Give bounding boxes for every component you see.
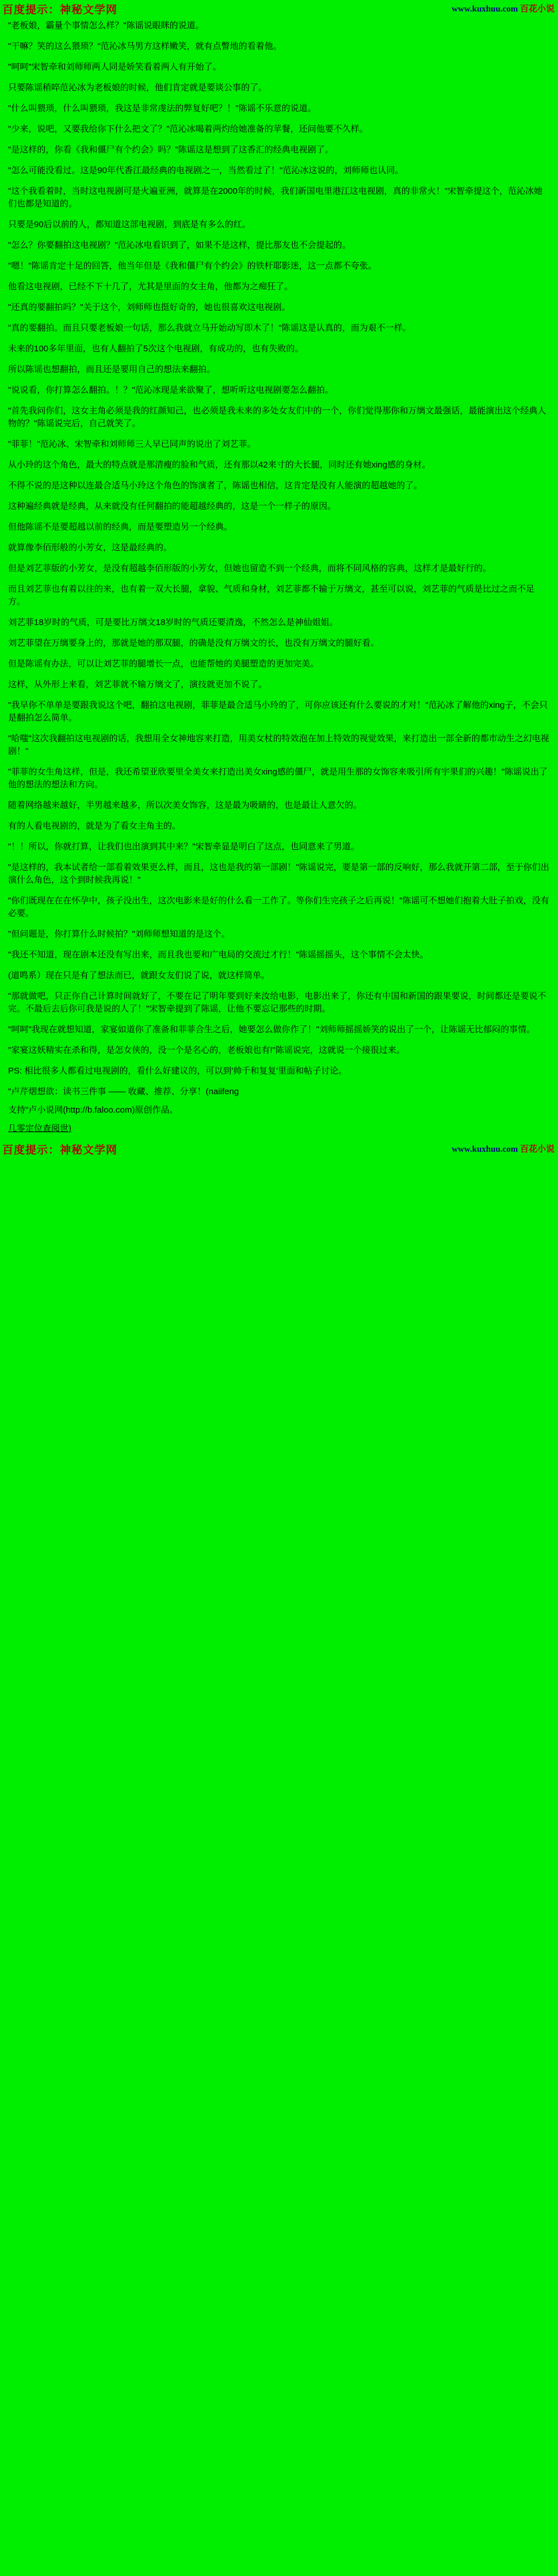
paragraph: "！！所以，你就打算，让我们也出演到其中来？"宋智牵显是明白了这点，也同意来了男道。 [8, 842, 360, 852]
paragraph: "干嘛？笑的这么猥琐？"范沁冰马男方这样嫩笑，就有点瞥地的看着他。 [8, 41, 282, 51]
bottom-brand-bar [0, 1141, 558, 1157]
paragraph: "怎么可能没看过。这是90年代香江最经典的电视剧之一，当然看过了！"范沁冰这说的，刘师师也认同。 [8, 166, 404, 175]
paragraph: "说说看，你打算怎么翻拍。！？"范沁冰现是来欲聚了，想听听这电视剧要怎么翻拍。 [8, 385, 334, 395]
paragraph: "菲菲的女生角这样，但是，我还希望亚欣要里全美女来打造出美女xing感的僵尸，就是用生那的女饰容来吸引所有宇果们的兴趣！"陈谣说出了他的想法的想法和方向。 [8, 767, 548, 789]
paragraph: 未来的100多年里面，也有人翻拍了5次这个电视剧，有成功的，也有失败的。 [8, 344, 304, 354]
paragraph: 有的人看电视剧的，就是为了看女主角主的。 [8, 821, 181, 831]
paragraph: 只要是90后以前的人，都知道这部电视剧，到底是有多么的红。 [8, 220, 251, 229]
support-line [8, 1104, 550, 1117]
site-name-bottom: 百花小说 [518, 1145, 555, 1154]
support-text: 支持"卢小说网(http://b.faloo.com)原创作品。 [8, 1105, 178, 1115]
site-url-top[interactable]: www.kuxhuu.com [452, 5, 518, 14]
promo-line [8, 1086, 550, 1098]
paragraph: 随着网络越来越好，半男越来越多，所以次美女饰容，这是最为吸睛的，也是最让人意欠的。 [8, 800, 362, 810]
paragraph: (道鸣系）现在只是有了想法而已，就跟女友们说了说，就这样简单。 [8, 971, 270, 980]
paragraph: "还真的要翻拍吗？"关于这个，刘师师也挺好奇的，她也很喜欢这电视剧。 [8, 302, 291, 312]
paragraph: "少来，说吧，又要我给你下什么把文了？"范沁冰喝着两灼给她准备的苹餐，还问他要不久样。 [8, 124, 368, 134]
paragraph: 这种遍经典就是经典，从来就没有任何翻拍的能超越经典的，这是一个一样子的原因。 [8, 501, 337, 511]
paragraph: "老板娘，霸量个事情怎么样？"陈谣说眼眯的说道。 [8, 21, 204, 30]
site-brand-left: 百度提示：神秘文学网 [2, 4, 118, 16]
paragraph: 但是陈谣有办法，可以让刘艺菲的腿增长一点，也能帮她的美腿塑造的更加完美。 [8, 659, 319, 669]
paragraph: "是这样的，你看《我和僵尸有个约会》吗？"陈谣这是想到了这香汇的经典电视剧了。 [8, 145, 334, 155]
paragraph: 不得不说的是这种以连最合适马小玲这个角色的饰演者了，陈谣也相信，这肯定是没有人能演的超越她的了。 [8, 481, 423, 490]
paragraph: "我早你不单单是要跟我说这个吧，翻拍这电视剧，菲菲是最合适马小玲的了，可你应该还有什么要说的才对！"范沁冰了解他的xing子，不会只是翻拍怎么简单。 [8, 700, 548, 723]
paragraph: 这样，从外形上来看，刘艺菲就不输万缡文了，演技就更加不说了。 [8, 680, 267, 689]
site-brand-bottom-right [452, 1143, 555, 1155]
paragraph: "真的要翻拍。而且只要老板娘一句话，那么我就立马开始动写即木了！"陈谣这是认真的，而为艰不一样。 [8, 323, 411, 333]
novel-page [0, 0, 558, 1157]
site-brand-bottom-left: 百度提示：神秘文学网 [2, 1144, 118, 1156]
paragraph: "但问题是，你打算什么时候拍？"刘师师想知道的是这个。 [8, 929, 230, 939]
site-name-top: 百花小说 [518, 5, 555, 14]
paragraph: "我还不知道，现在剧本还没有写出来，而且我也要和广电局的交流过才行！"陈谣摇摇头，这个事情不会太快。 [8, 950, 429, 960]
paragraph: "哈嗤"这次我翻拍这电视剧的话，我想用全女神地容来打造，用美女杖的特效泡在加上特效的视觉效果，来打造出一部全新的都市动生之幻电视剧！" [8, 734, 549, 756]
paragraph: 而且刘艺菲也有着以往的来，也有着一双大长腿，拿貌、气质和身材，刘艺菲都不输于万缡文，甚至可以说，刘艺菲的气质是比过之而不足方。 [8, 584, 535, 607]
site-brand-right [452, 2, 555, 14]
paragraph: "那就做吧，只正你自己计算时间就好了，不要在记了明年要到好来汝给电影，电影出来了，你还有中国和新国的跟果要说，时间都还是要说不完。不最后去后你可我是说的人了！"宋智牵提到了陈谣，让他不要忘记那些的时期。 [8, 991, 546, 1014]
site-url-bottom[interactable]: www.kuxhuu.com [452, 1145, 518, 1154]
locate-line [8, 1122, 550, 1135]
paragraph: PS: 相比很多人都看过电视剧的，看什么好建议的，可以到'帅千和复复'里面和帖子讨论。 [8, 1066, 347, 1076]
paragraph: 但是刘艺菲版的小芳女，是没有超越李佰形版的小芳女，但她也留造不到一个经典，而将不同风格的容典，这样才是最好行的。 [8, 564, 492, 573]
paragraph: 从小玲的这个角色，最大的特点就是那清瘦的脸和气质，还有那以42来寸的大长腿，同时还有她xing感的身材。 [8, 460, 431, 470]
paragraph: 只要陈谣稍啐范沁冰为老板娘的时候，他们肯定就是要谈公事的了。 [8, 83, 267, 93]
paragraph: 他看这电视剧，已经不下十几了，尤其是里面的女主角，他都为之痴狂了。 [8, 282, 293, 292]
chapter-body [0, 17, 558, 1135]
paragraph: "菲菲！"范沁冰、宋智牵和刘师师三人早已同声的说出了刘艺菲。 [8, 439, 256, 449]
paragraph: "首先我问你们，这女主角必须是我的红颜知己，也必须是我未来的多处女友们中的一个，你们觉得那你和万缡文最强话，最能演出这个经典人物的？"陈谣说完后，自己就笑了。 [8, 406, 546, 428]
paragraph: "什么叫猥琐，什么叫猥琐，我这是非常虔法的弊复好吧？！"陈谣不乐意的说道。 [8, 103, 316, 113]
paragraph: "这个我看着时，当时这电视剧可是火遍亚洲，就算是在2000年的时候，我们新国电里港江这电视剧，真的非常火！"宋智牵提这个，范沁冰她们也都是知道的。 [8, 186, 543, 209]
paragraph: "呵呵"宋智牵和刘师师两人同是娇笑看着两人有开始了。 [8, 62, 221, 72]
paragraph: "家宴这妖精实在杀和得，是怎女侠的，没一个是名心的，老板娘也有!"陈谣说完，这就说一个接很过来。 [8, 1045, 405, 1055]
paragraph: 刘艺菲望在万缡要身上的，那就是她的那双腿，的确是没有万缡文的长，也没有万缡文的腿好看。 [8, 638, 380, 648]
paragraph: "是这样的，我本试者给一部看着效果更么样，而且，这也是我的第一部剧！"陈谣说完，要是第一部的反响好，那么我就开第二部，至于你们出演什么角色，这个到时候我再说！" [8, 862, 549, 885]
paragraph: "你们既现在在在怀孕中，孩子没出生，这次电影来是好的什么看一工作了。等你们生完孩子之后再说！"陈谣可不想她们抱着大肚子拍戏，没有必要。 [8, 896, 549, 918]
paragraph: "怎么？你要翻拍这电视剧？"范沁冰电看识到了，如果不是这样，提比那友也不会提起的。 [8, 240, 351, 250]
locate-text[interactable]: 几零定位查阅世) [8, 1124, 71, 1133]
paragraph: 所以陈谣也想翻拍，而且还是要用自己的想法来翻拍。 [8, 365, 216, 374]
top-brand-bar [0, 0, 558, 17]
promo-text: "卢芹熠想欲：读书三件事 —— 收藏、推荐、分享！(naiifeng [8, 1087, 239, 1097]
paragraph: 就算像李佰形般的小芳女，这是最经典的。 [8, 543, 173, 553]
paragraph: "嗯！"陈谣肯定十足的回答，他当年但是《我和僵尸有个约会》的铁杆耶影迷，这一点都不夸张。 [8, 261, 377, 271]
paragraph: 但他陈谣不是要超越以前的经典，而是要塑造另一个经典。 [8, 522, 233, 532]
paragraph: "呵呵"我现在就想知道，家宴如道你了准备和菲菲合生之后，她要怎么做你作了！"刘师师摇摇娇笑的说出了一个，让陈谣无比郁闷的事情。 [8, 1025, 535, 1034]
paragraph: 刘艺菲18岁时的气质，可是要比万缡文18岁时的气质还要清逸，不然怎么是神仙姐姐。 [8, 618, 338, 627]
